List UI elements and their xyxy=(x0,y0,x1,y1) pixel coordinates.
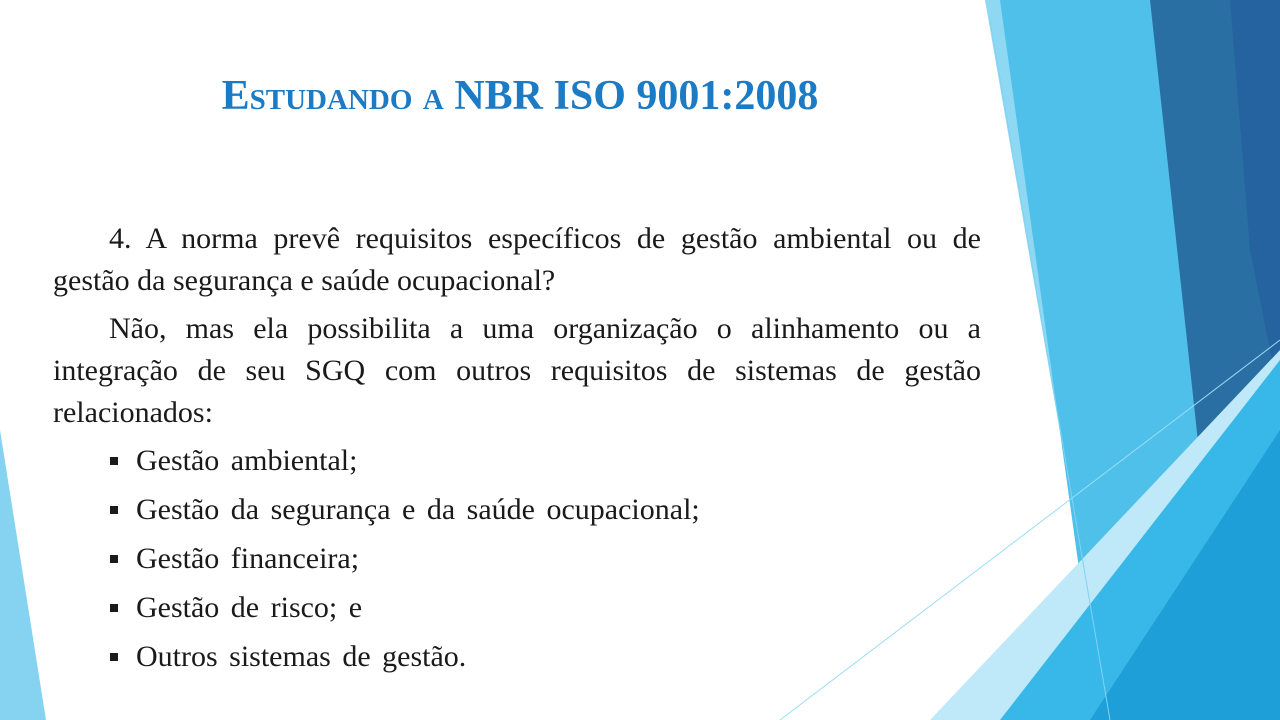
bullet-text: Gestão de risco; e xyxy=(136,591,363,624)
question-paragraph: 4. A norma prevê requisitos específicos de gestão ambiental ou de gestão da segurança e saúde ocupacional? xyxy=(53,222,981,297)
bullet-list xyxy=(53,440,981,685)
bullet-item xyxy=(53,636,981,685)
slide-body xyxy=(53,218,981,685)
square-bullet-icon xyxy=(110,555,118,563)
bullet-item xyxy=(53,538,981,587)
bullet-item xyxy=(53,587,981,636)
bullet-text: Gestão ambiental; xyxy=(136,444,358,477)
bullet-text: Gestão da segurança e da saúde ocupacional; xyxy=(136,493,700,526)
slide-title: Estudando a NBR ISO 9001:2008 xyxy=(221,73,819,119)
bullet-item xyxy=(53,440,981,489)
bullet-text: Gestão financeira; xyxy=(136,542,360,575)
square-bullet-icon xyxy=(110,506,118,514)
bullet-text: Outros sistemas de gestão. xyxy=(136,640,467,673)
decor-left-sliver xyxy=(0,430,46,720)
square-bullet-icon xyxy=(110,604,118,612)
bullet-item xyxy=(53,489,981,538)
square-bullet-icon xyxy=(110,457,118,465)
square-bullet-icon xyxy=(110,653,118,661)
answer-paragraph: Não, mas ela possibilita a uma organização o alinhamento ou a integração de seu SGQ com outros requisitos de sistemas de gestão relacionados: xyxy=(53,312,981,429)
